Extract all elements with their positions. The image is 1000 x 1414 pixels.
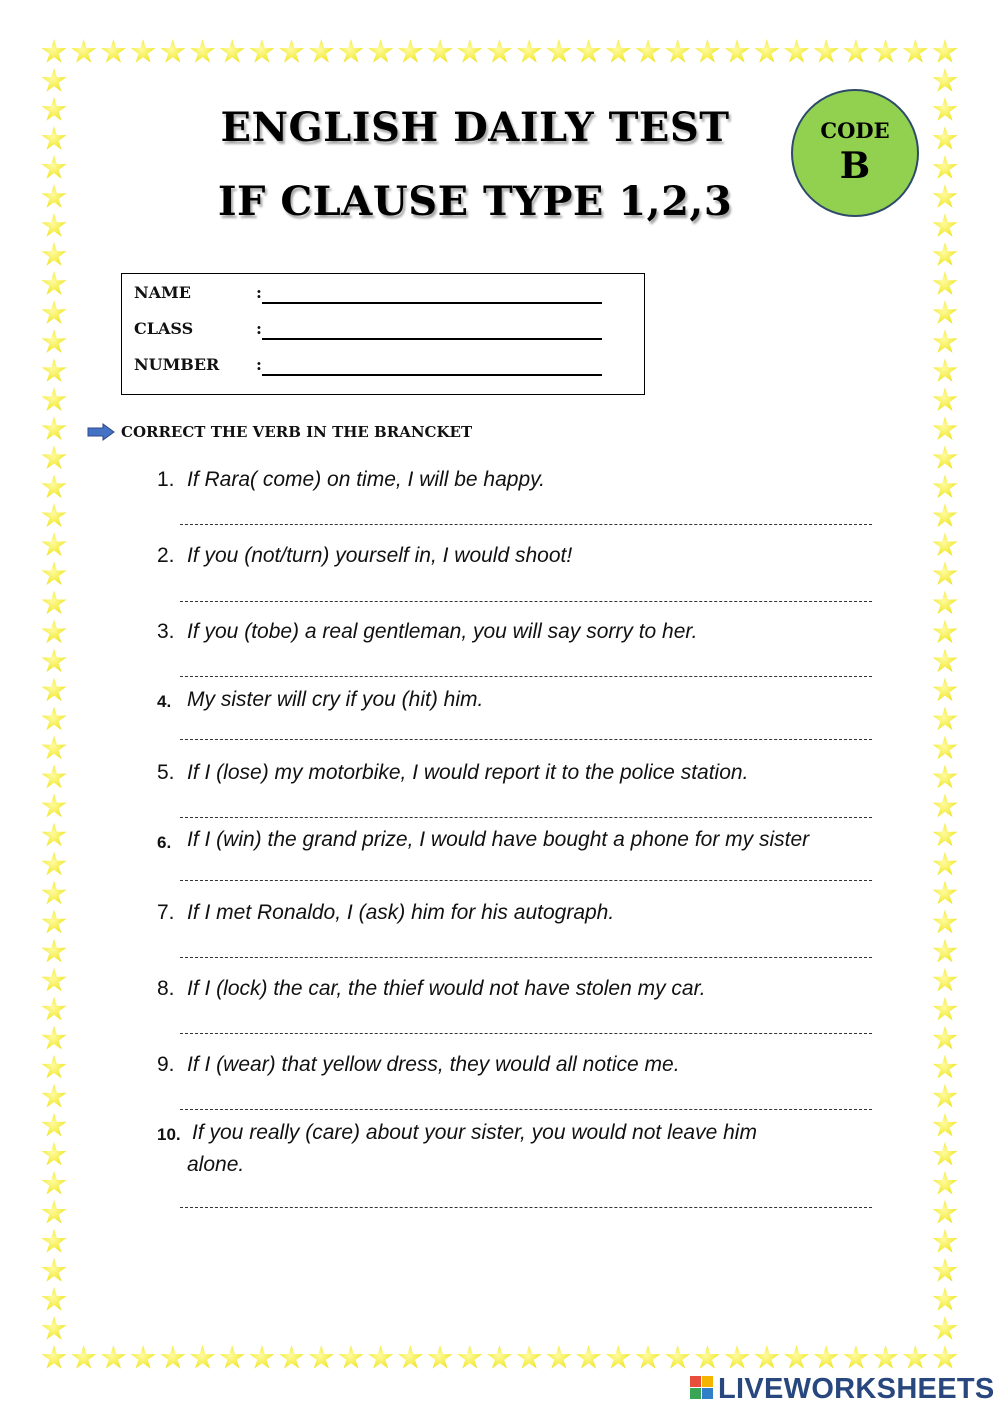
star-icon [932, 707, 958, 733]
star-icon [932, 939, 958, 965]
star-icon [41, 1316, 67, 1342]
name-colon: : [256, 283, 262, 302]
student-info-box [121, 273, 645, 395]
question-number: 3. [157, 620, 175, 643]
answer-line[interactable] [180, 601, 872, 602]
question-number: 5. [157, 761, 175, 784]
star-icon [41, 1345, 67, 1371]
number-colon: : [256, 355, 262, 374]
question-text: If I (lock) the car, the thief would not have stolen my car. [187, 977, 706, 1000]
star-icon [457, 39, 483, 65]
star-icon [902, 39, 928, 65]
star-icon [932, 1055, 958, 1081]
star-icon [932, 126, 958, 152]
question-text: If you (tobe) a real gentleman, you will say sorry to her. [187, 620, 698, 643]
star-icon [932, 1084, 958, 1110]
star-icon [41, 939, 67, 965]
star-icon [190, 39, 216, 65]
star-icon [932, 968, 958, 994]
star-icon [41, 619, 67, 645]
star-icon [249, 39, 275, 65]
star-icon [873, 1345, 899, 1371]
star-icon [41, 968, 67, 994]
star-icon [516, 1345, 542, 1371]
star-icon [932, 184, 958, 210]
star-icon [724, 39, 750, 65]
star-icon [41, 532, 67, 558]
name-label: NAME [134, 283, 191, 302]
star-icon [41, 68, 67, 94]
star-icon [724, 1345, 750, 1371]
star-icon [41, 1258, 67, 1284]
star-icon [932, 1113, 958, 1139]
star-icon [516, 39, 542, 65]
star-icon [932, 648, 958, 674]
star-icon [932, 300, 958, 326]
star-icon [932, 474, 958, 500]
star-icon [843, 39, 869, 65]
star-icon [41, 242, 67, 268]
answer-line[interactable] [180, 817, 872, 818]
star-icon [41, 213, 67, 239]
title-line-1: ENGLISH DAILY TEST [220, 104, 730, 151]
star-icon [932, 823, 958, 849]
code-badge [791, 89, 919, 217]
star-icon [279, 39, 305, 65]
code-letter: B [839, 145, 871, 187]
star-icon [308, 39, 334, 65]
star-icon [71, 39, 97, 65]
question-text: If I met Ronaldo, I (ask) him for his autograph. [187, 901, 615, 924]
star-icon [932, 155, 958, 181]
star-icon [694, 39, 720, 65]
star-icon [41, 445, 67, 471]
star-icon [932, 532, 958, 558]
name-field-line[interactable] [262, 302, 602, 304]
star-icon [784, 1345, 810, 1371]
star-icon [932, 736, 958, 762]
star-icon [41, 271, 67, 297]
star-icon [308, 1345, 334, 1371]
star-icon [932, 68, 958, 94]
star-icon [100, 39, 126, 65]
number-field-line[interactable] [262, 374, 602, 376]
star-icon [427, 1345, 453, 1371]
star-icon [813, 39, 839, 65]
star-icon [41, 358, 67, 384]
star-icon [41, 707, 67, 733]
star-icon [932, 677, 958, 703]
star-icon [41, 97, 67, 123]
star-icon [932, 794, 958, 820]
star-icon [754, 39, 780, 65]
star-icon [41, 1229, 67, 1255]
question-number: 7. [157, 901, 175, 924]
star-icon [160, 39, 186, 65]
star-icon [41, 329, 67, 355]
star-icon [813, 1345, 839, 1371]
star-icon [932, 765, 958, 791]
star-icon [41, 1055, 67, 1081]
answer-line[interactable] [180, 1109, 872, 1110]
star-icon [932, 1258, 958, 1284]
star-icon [932, 1026, 958, 1052]
question-number: 2. [157, 544, 175, 567]
star-icon [130, 39, 156, 65]
number-label: NUMBER [134, 355, 220, 374]
star-icon [41, 1084, 67, 1110]
question-text: If I (wear) that yellow dress, they would all notice me. [187, 1053, 680, 1076]
question-number: 6. [157, 833, 172, 852]
star-icon [219, 1345, 245, 1371]
star-icon [41, 126, 67, 152]
star-icon [427, 39, 453, 65]
star-icon [932, 997, 958, 1023]
star-icon [71, 1345, 97, 1371]
star-icon [932, 910, 958, 936]
question-text: My sister will cry if you (hit) him. [187, 688, 484, 711]
star-icon [41, 881, 67, 907]
star-icon [932, 852, 958, 878]
star-icon [932, 503, 958, 529]
star-icon [41, 503, 67, 529]
answer-line[interactable] [180, 1033, 872, 1034]
answer-line[interactable] [180, 524, 872, 525]
answer-line[interactable] [180, 739, 872, 740]
instruction-text: CORRECT THE VERB IN THE BRANCKET [121, 423, 473, 441]
class-colon: : [256, 319, 262, 338]
class-field-line[interactable] [262, 338, 602, 340]
star-icon [605, 39, 631, 65]
title-line-2: IF CLAUSE TYPE 1,2,3 [217, 178, 733, 225]
star-icon [932, 271, 958, 297]
star-icon [41, 561, 67, 587]
star-icon [932, 242, 958, 268]
star-icon [932, 1229, 958, 1255]
star-icon [338, 1345, 364, 1371]
star-icon [487, 1345, 513, 1371]
star-icon [41, 1287, 67, 1313]
star-icon [41, 677, 67, 703]
answer-line[interactable] [180, 1207, 872, 1208]
star-icon [249, 1345, 275, 1371]
star-icon [754, 1345, 780, 1371]
star-icon [932, 1316, 958, 1342]
star-icon [932, 1171, 958, 1197]
star-icon [932, 590, 958, 616]
star-icon [279, 1345, 305, 1371]
answer-line[interactable] [180, 676, 872, 677]
star-icon [932, 416, 958, 442]
star-icon [41, 387, 67, 413]
star-icon [41, 1200, 67, 1226]
star-icon [665, 39, 691, 65]
question-text: If you really (care) about your sister, you would not leave him [192, 1121, 757, 1144]
answer-line[interactable] [180, 880, 872, 881]
star-icon [160, 1345, 186, 1371]
star-icon [397, 1345, 423, 1371]
question-number: 9. [157, 1053, 175, 1076]
star-icon [190, 1345, 216, 1371]
star-icon [784, 39, 810, 65]
star-icon [41, 997, 67, 1023]
star-icon [932, 358, 958, 384]
star-icon [41, 823, 67, 849]
star-icon [605, 1345, 631, 1371]
star-icon [932, 1345, 958, 1371]
star-icon [41, 736, 67, 762]
star-icon [41, 39, 67, 65]
star-icon [932, 619, 958, 645]
answer-line[interactable] [180, 957, 872, 958]
star-icon [41, 852, 67, 878]
star-icon [41, 765, 67, 791]
star-icon [487, 39, 513, 65]
star-icon [932, 39, 958, 65]
star-icon [41, 910, 67, 936]
star-icon [932, 1200, 958, 1226]
star-icon [694, 1345, 720, 1371]
question-number: 1. [157, 468, 175, 491]
question-number: 10. [157, 1125, 181, 1144]
star-icon [41, 474, 67, 500]
question-number: 4. [157, 692, 172, 711]
star-icon [546, 1345, 572, 1371]
question-text: If I (win) the grand prize, I would have bought a phone for my sister [187, 828, 810, 851]
star-icon [41, 300, 67, 326]
star-icon [219, 39, 245, 65]
question-text-continued: alone. [187, 1153, 245, 1176]
star-icon [932, 445, 958, 471]
star-icon [932, 329, 958, 355]
question-text: If you (not/turn) yourself in, I would shoot! [187, 544, 573, 567]
star-icon [576, 39, 602, 65]
star-icon [932, 881, 958, 907]
star-icon [41, 1171, 67, 1197]
star-icon [130, 1345, 156, 1371]
star-icon [932, 387, 958, 413]
question-number: 8. [157, 977, 175, 1000]
star-icon [932, 213, 958, 239]
code-label: CODE [820, 118, 890, 143]
star-icon [397, 39, 423, 65]
star-icon [41, 590, 67, 616]
star-icon [932, 1142, 958, 1168]
star-icon [338, 39, 364, 65]
question-text: If I (lose) my motorbike, I would report it to the police station. [187, 761, 749, 784]
star-icon [546, 39, 572, 65]
star-icon [368, 1345, 394, 1371]
star-icon [635, 39, 661, 65]
star-icon [41, 794, 67, 820]
star-icon [41, 648, 67, 674]
class-label: CLASS [134, 319, 194, 338]
star-icon [873, 39, 899, 65]
star-icon [41, 155, 67, 181]
star-icon [576, 1345, 602, 1371]
star-icon [932, 561, 958, 587]
star-icon [665, 1345, 691, 1371]
star-icon [41, 1026, 67, 1052]
star-icon [41, 416, 67, 442]
star-icon [41, 1142, 67, 1168]
star-icon [932, 1287, 958, 1313]
star-icon [100, 1345, 126, 1371]
star-icon [368, 39, 394, 65]
arrow-right-icon [87, 423, 115, 441]
star-icon [41, 1113, 67, 1139]
question-text: If Rara( come) on time, I will be happy. [187, 468, 545, 491]
star-icon [902, 1345, 928, 1371]
liveworksheets-text: LIVEWORKSHEETS [718, 1373, 995, 1405]
star-icon [932, 97, 958, 123]
star-icon [843, 1345, 869, 1371]
star-icon [41, 184, 67, 210]
star-icon [457, 1345, 483, 1371]
star-icon [635, 1345, 661, 1371]
